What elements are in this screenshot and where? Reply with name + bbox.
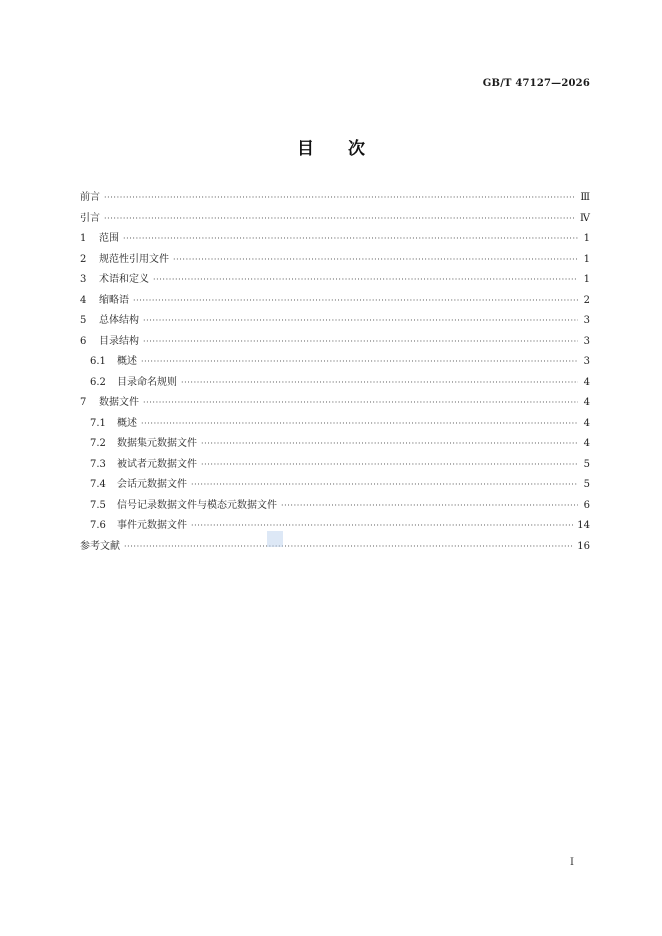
toc-entry-page: 16 — [577, 540, 590, 552]
dot-leader — [141, 414, 578, 435]
dot-leader — [281, 496, 578, 517]
dot-leader — [104, 209, 576, 230]
toc-entry-number: 1 — [80, 233, 87, 244]
toc-entry-page: 2 — [583, 294, 590, 306]
dot-leader — [141, 352, 578, 373]
toc-entry-7[interactable] — [80, 393, 590, 414]
toc-entry-1[interactable] — [80, 229, 590, 250]
toc-entry-bibliography[interactable] — [80, 537, 590, 558]
toc-entry-7-1[interactable] — [80, 414, 590, 435]
toc-entry-page: 5 — [583, 458, 590, 470]
toc-entry-page: 3 — [583, 356, 590, 367]
dot-leader — [153, 270, 578, 291]
toc-entry-page: 14 — [577, 520, 590, 531]
toc-entry-5[interactable] — [80, 311, 590, 332]
toc-entry-label: 概述 — [117, 356, 137, 367]
toc-entry-4[interactable] — [80, 291, 590, 312]
toc-entry-label: 缩略语 — [99, 294, 129, 306]
toc-entry-number: 7.5 — [90, 499, 106, 511]
toc-entry-label: 数据集元数据文件 — [117, 438, 197, 449]
dot-leader — [181, 373, 578, 394]
toc-entry-page: 1 — [583, 253, 590, 265]
toc-entry-label: 参考文献 — [80, 540, 120, 552]
toc-entry-label: 信号记录数据文件与模态元数据文件 — [117, 499, 277, 511]
text-cursor-highlight — [267, 531, 283, 547]
toc-entry-label: 术语和定义 — [99, 274, 149, 285]
dot-leader — [143, 332, 578, 353]
toc-entry-number: 7.1 — [90, 417, 106, 429]
toc-entry-7-6[interactable] — [80, 516, 590, 537]
toc-entry-page: 4 — [583, 438, 590, 449]
dot-leader — [191, 475, 578, 496]
toc-entry-label: 范围 — [99, 233, 119, 244]
toc-entry-page: Ⅲ — [580, 192, 590, 203]
toc-entry-label: 目录结构 — [99, 335, 139, 347]
toc-entry-page: 6 — [583, 499, 590, 511]
toc-entry-number: 2 — [80, 253, 87, 265]
dot-leader — [124, 537, 573, 558]
toc-entry-number: 7.2 — [90, 438, 106, 449]
toc-entry-label: 总体结构 — [99, 315, 139, 326]
title-char-1: 目 — [297, 139, 314, 159]
toc-entry-number: 7.3 — [90, 458, 106, 470]
toc-entry-page: 3 — [583, 315, 590, 326]
toc-entry-label: 被试者元数据文件 — [117, 458, 197, 470]
toc-entry-number: 6 — [80, 335, 87, 347]
toc-entry-label: 数据文件 — [99, 397, 139, 408]
toc-entry-page: 3 — [583, 335, 590, 347]
dot-leader — [173, 250, 578, 271]
toc-entry-number: 6.1 — [90, 356, 106, 367]
toc-entry-page: 4 — [583, 397, 590, 408]
toc-entry-page: 4 — [583, 376, 590, 388]
dot-leader — [201, 455, 578, 476]
dot-leader — [123, 229, 578, 250]
toc-entry-number: 7.4 — [90, 479, 106, 490]
page-title — [0, 134, 662, 159]
dot-leader — [143, 311, 578, 332]
toc-entry-7-5[interactable] — [80, 496, 590, 517]
title-char-2: 次 — [348, 139, 365, 159]
page-number: I — [570, 857, 574, 868]
toc-entry-page: 1 — [583, 274, 590, 285]
toc-entry-page: 5 — [583, 479, 590, 490]
dot-leader — [133, 291, 578, 312]
toc-entry-introduction[interactable] — [80, 209, 590, 230]
toc-entry-6-2[interactable] — [80, 373, 590, 394]
toc-entry-number: 3 — [80, 274, 87, 285]
toc-entry-6[interactable] — [80, 332, 590, 353]
toc-entry-7-4[interactable] — [80, 475, 590, 496]
toc-entry-label: 规范性引用文件 — [99, 253, 169, 265]
toc-entry-number: 7.6 — [90, 520, 106, 531]
table-of-contents — [80, 188, 590, 557]
toc-entry-number: 7 — [80, 397, 87, 408]
toc-entry-7-3[interactable] — [80, 455, 590, 476]
toc-entry-6-1[interactable] — [80, 352, 590, 373]
toc-entry-page: 4 — [583, 417, 590, 429]
dot-leader — [143, 393, 578, 414]
toc-entry-label: 概述 — [117, 417, 137, 429]
toc-entry-number: 6.2 — [90, 376, 106, 388]
toc-entry-label: 引言 — [80, 212, 100, 224]
toc-entry-page: Ⅳ — [580, 212, 590, 224]
toc-entry-number: 4 — [80, 294, 87, 306]
dot-leader — [191, 516, 573, 537]
toc-entry-number: 5 — [80, 315, 87, 326]
toc-entry-2[interactable] — [80, 250, 590, 271]
toc-entry-7-2[interactable] — [80, 434, 590, 455]
toc-entry-label: 目录命名规则 — [117, 376, 177, 388]
standard-code: GB/T 47127—2026 — [482, 78, 590, 89]
toc-entry-3[interactable] — [80, 270, 590, 291]
dot-leader — [201, 434, 578, 455]
toc-entry-foreword[interactable] — [80, 188, 590, 209]
dot-leader — [104, 188, 576, 209]
toc-entry-page: 1 — [583, 233, 590, 244]
toc-entry-label: 前言 — [80, 192, 100, 203]
toc-entry-label: 会话元数据文件 — [117, 479, 187, 490]
toc-entry-label: 事件元数据文件 — [117, 520, 187, 531]
